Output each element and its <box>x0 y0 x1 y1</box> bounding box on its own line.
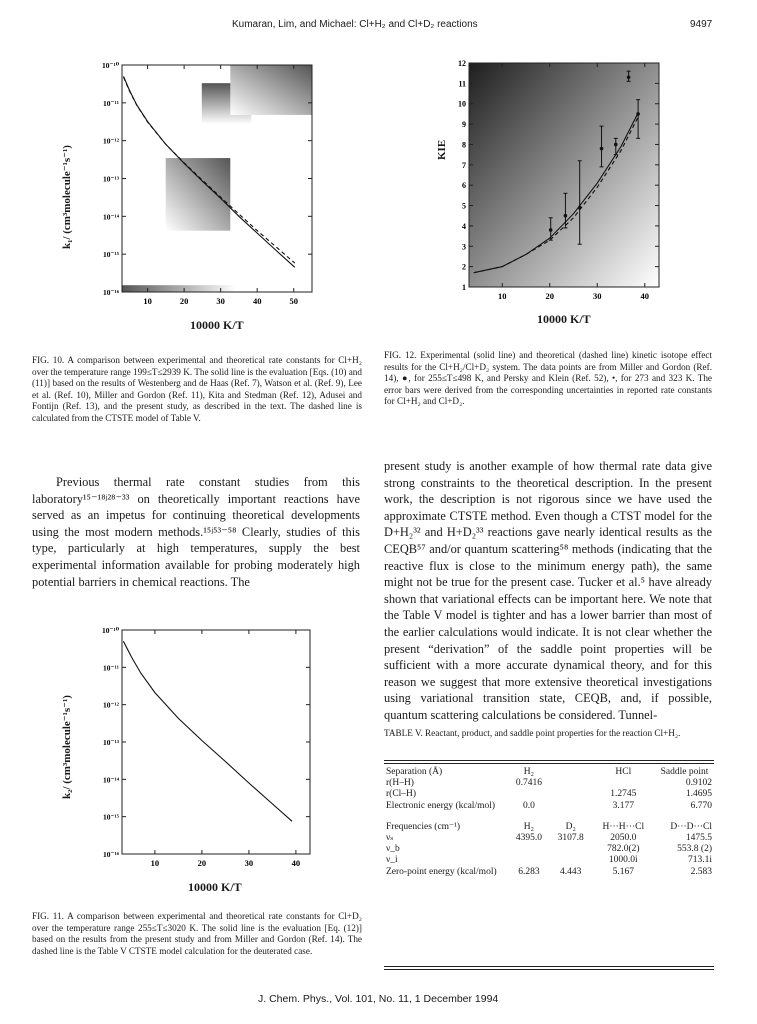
y-tick-label: 5 <box>462 201 466 211</box>
y-tick-label: 10⁻¹¹ <box>103 663 119 673</box>
table-cell: D···D···Cl <box>670 821 712 832</box>
plot-frame <box>122 630 310 854</box>
x-tick-label: 10 <box>143 296 152 306</box>
table-cell: 1.4695 <box>685 789 712 800</box>
y-tick-label: 12 <box>458 59 466 68</box>
fig12-caption: FIG. 12. Experimental (solid line) and theoretical (dashed line) kinetic isotope effect results for the Cl+H₂/Cl+D₂ system. The data points are from Miller and Gordon (Ref. 14), ●, for 255≤T≤498 K, and Persky and Klein (Ref. 52), •, for 273 and 323 K. The error bars were derived from the corresponding uncertainties in reported rate constants for Cl+H₂ and Cl+D₂. <box>384 350 712 407</box>
shading-patch <box>166 158 231 231</box>
table-row <box>384 778 714 789</box>
table-cell <box>592 778 655 789</box>
table-row <box>384 789 714 800</box>
table-cell: HCl <box>615 767 632 777</box>
table-cell: 3.177 <box>612 800 634 811</box>
fig10-plot <box>90 55 320 310</box>
table-cell: Zero-point energy (kcal/mol) <box>386 866 497 877</box>
table-cell: 1000.0i <box>608 855 638 866</box>
y-tick-label: 2 <box>462 262 466 272</box>
y-tick-label: 7 <box>462 160 466 170</box>
data-point <box>636 112 640 116</box>
table-cell <box>550 767 592 778</box>
table-cell <box>550 778 592 789</box>
fig11-plot <box>86 622 322 872</box>
y-tick-label: 10⁻¹⁰ <box>102 61 119 70</box>
x-tick-label: 50 <box>289 296 298 306</box>
fig10-caption: FIG. 10. A comparison between experimental and theoretical rate constants for Cl+H₂ over the temperature range 199≤T≤2939 K. The solid line is the evaluation [Eqs. (10) and (11)] based on the results of Westenberg and de Haas (Ref. 7), Watson et al. (Ref. 9), Lee et al. (Ref. 10), Miller and Gordon (Ref. 11), Kita and Stedman (Ref. 12), Adusei and Fontijn (Ref. 13), and the present study, as described in the text. The dashed line is calculated from the CTSTE model of Table V. <box>32 355 362 423</box>
x-tick-label: 40 <box>640 291 649 301</box>
table-cell <box>508 844 550 855</box>
y-tick-label: 10⁻¹³ <box>103 174 119 184</box>
x-tick-label: 30 <box>244 858 254 868</box>
y-tick-label: 10⁻¹⁵ <box>103 250 119 260</box>
right-paragraph: present study is another example of how thermal rate data give strong constraints to the theoretical description. In the present work, the description is not rigorous since we have used the approximate CTSTE method. Even though a CTST model for the D+H₂³² and H+D₂³³ reactions gave nearly identical results as the CEQB⁵⁷ and/or quantum scattering⁵⁸ methods (indicating that the reactive flux is close to the minimum energy path), the same might not be true for the present case. Tucker et al.⁵ have already shown that variational effects can be important here. We note that the Table V model is tighter and has a lower barrier than most of the earlier calculations would indicate. It is not clear whether the present “derivation” of the saddle point properties will be sufficient with a more accurate dynamical theory, and for this reason we suggest that more extensive theoretical investigations using variational transition state, CEQB, and, if possible, quantum scattering calculations be considered. Tunnel- <box>384 459 712 722</box>
x-tick-label: 10 <box>150 858 160 868</box>
table-row <box>384 801 714 812</box>
table-cell: r(H–H) <box>386 778 414 789</box>
y-tick-label: 10⁻¹⁶ <box>103 850 119 859</box>
table-cell: 4395.0 <box>515 833 542 844</box>
series-line-solid <box>123 641 292 821</box>
table-cell: 6.283 <box>518 866 540 877</box>
table-spacer <box>384 812 714 822</box>
table5-top-rule-2 <box>384 763 714 764</box>
table-cell: 4.443 <box>560 866 582 877</box>
y-tick-label: 10 <box>458 99 466 109</box>
y-tick-label: 10⁻¹³ <box>103 738 119 747</box>
page-number: 9497 <box>690 19 713 30</box>
table-cell: 0.0 <box>522 800 535 811</box>
y-tick-label: 10⁻¹² <box>103 700 119 710</box>
table-cell: H₂ <box>523 821 534 832</box>
table-cell: 0.9102 <box>685 778 712 789</box>
data-point <box>627 75 631 79</box>
table-cell <box>384 812 508 822</box>
y-tick-label: 8 <box>462 140 466 150</box>
table-cell: ν_b <box>386 844 400 855</box>
running-title: Kumaran, Lim, and Michael: Cl+H₂ and Cl+D₂ reactions <box>232 19 478 30</box>
table-cell <box>550 855 592 866</box>
table-cell: 1475.5 <box>685 833 712 844</box>
table-cell: 713.1i <box>687 855 712 866</box>
table-cell: D₂ <box>565 821 576 832</box>
table-cell: 782.0(2) <box>607 844 640 855</box>
table-cell: H···H···Cl <box>602 821 645 832</box>
y-tick-label: 10⁻¹¹ <box>103 98 119 108</box>
table5-top-rule <box>384 760 714 761</box>
fig11-xlabel: 10000 K/T <box>188 880 242 894</box>
data-point <box>564 214 568 218</box>
table-cell: 6.770 <box>690 800 712 811</box>
y-tick-label: 10⁻¹² <box>103 136 119 146</box>
y-tick-label: 10⁻¹⁴ <box>103 212 119 222</box>
table-cell: 3107.8 <box>557 833 584 844</box>
table-row <box>384 844 714 855</box>
table-cell: Separation (Å) <box>386 767 443 777</box>
table-cell <box>655 812 714 822</box>
y-tick-label: 11 <box>458 79 466 89</box>
table-cell: 553.8 (2) <box>677 844 712 855</box>
x-tick-label: 40 <box>252 296 262 306</box>
x-tick-label: 20 <box>197 858 207 868</box>
table-cell <box>550 801 592 812</box>
table-cell <box>550 789 592 800</box>
table-cell: 2.583 <box>690 866 712 877</box>
left-paragraph: Previous thermal rate constant studies from this laboratory¹⁵⁻¹⁸ʲ²⁸⁻³³ on theoretically important reactions have served as an impetus for continuing theoretical developments using the most modern methods.¹⁵ʲ⁵³⁻⁵⁸ Clearly, studies of this type, particularly at high temperatures, supply the best experimental information available for probing moderately high potential barriers in chemical reactions. The <box>32 475 360 589</box>
table-cell: νₛ <box>386 833 394 844</box>
table-cell <box>550 812 592 822</box>
x-tick-label: 20 <box>179 296 189 306</box>
table-cell: 1.2745 <box>610 789 637 800</box>
x-tick-label: 40 <box>291 858 301 868</box>
journal-footer: J. Chem. Phys., Vol. 101, No. 11, 1 December 1994 <box>258 993 499 1005</box>
y-tick-label: 4 <box>462 221 466 231</box>
y-tick-label: 1 <box>462 283 466 292</box>
table-cell <box>550 844 592 855</box>
table5-title: TABLE V. Reactant, product, and saddle point properties for the reaction Cl+H₂. <box>384 728 681 738</box>
table-cell: Frequencies (cm⁻¹) <box>386 821 461 832</box>
fig12-xlabel: 10000 K/T <box>537 312 591 326</box>
y-tick-label: 10⁻¹⁶ <box>103 288 119 297</box>
y-tick-label: 3 <box>462 242 466 252</box>
table5-bottom-rule-2 <box>384 969 714 970</box>
fig11-ylabel: k₂/ (cm³molecule⁻¹s⁻¹) <box>61 695 73 799</box>
y-tick-label: 6 <box>462 181 466 191</box>
fig10-ylabel: k₁/ (cm³molecule⁻¹s⁻¹) <box>61 145 73 249</box>
shading-patch <box>230 65 312 115</box>
table-row <box>384 867 714 878</box>
table-cell: Saddle point <box>660 767 709 777</box>
table-cell <box>508 812 550 822</box>
shading-patch <box>122 285 236 292</box>
y-tick-label: 10⁻¹⁰ <box>102 626 119 635</box>
table-cell: H₂ <box>523 767 534 777</box>
x-tick-label: 20 <box>545 291 554 301</box>
data-point <box>600 147 604 151</box>
table-cell: Electronic energy (kcal/mol) <box>386 800 496 811</box>
data-point <box>578 206 582 210</box>
fig12-ylabel: KIE <box>436 139 448 160</box>
fig11-caption: FIG. 11. A comparison between experimental and theoretical rate constants for Cl+D₂ over the temperature range 255≤T≤3020 K. The solid line is the evaluation [Eq. (12)] based on the results from the present study and from Miller and Gordon (Ref. 14). The dashed line is the Table V CTSTE model calculation for the deuterated case. <box>32 911 362 956</box>
y-tick-label: 9 <box>462 120 466 130</box>
table5-bottom-rule <box>384 966 714 967</box>
table-row <box>384 855 714 866</box>
table-cell: 0.7416 <box>515 778 542 789</box>
table-row <box>384 833 714 844</box>
y-tick-label: 10⁻¹⁴ <box>103 775 119 785</box>
table-cell <box>508 855 550 866</box>
fig12-plot <box>445 55 667 305</box>
table-cell: 2050.0 <box>610 833 637 844</box>
table-cell <box>508 789 550 800</box>
x-tick-label: 10 <box>498 291 507 301</box>
table-cell: 5.167 <box>612 866 634 877</box>
x-tick-label: 30 <box>216 296 225 306</box>
table-cell: ν_i <box>386 855 398 866</box>
table-cell <box>592 812 655 822</box>
table-header-row <box>384 822 714 833</box>
y-tick-label: 10⁻¹⁵ <box>103 812 119 822</box>
data-point <box>614 143 618 147</box>
table-cell: r(Cl–H) <box>386 789 417 800</box>
plot-background <box>469 63 659 287</box>
x-tick-label: 30 <box>593 291 602 301</box>
table-header-row <box>384 767 714 778</box>
table5-body <box>384 767 714 878</box>
fig10-xlabel: 10000 K/T <box>190 318 244 332</box>
data-point <box>549 228 553 232</box>
